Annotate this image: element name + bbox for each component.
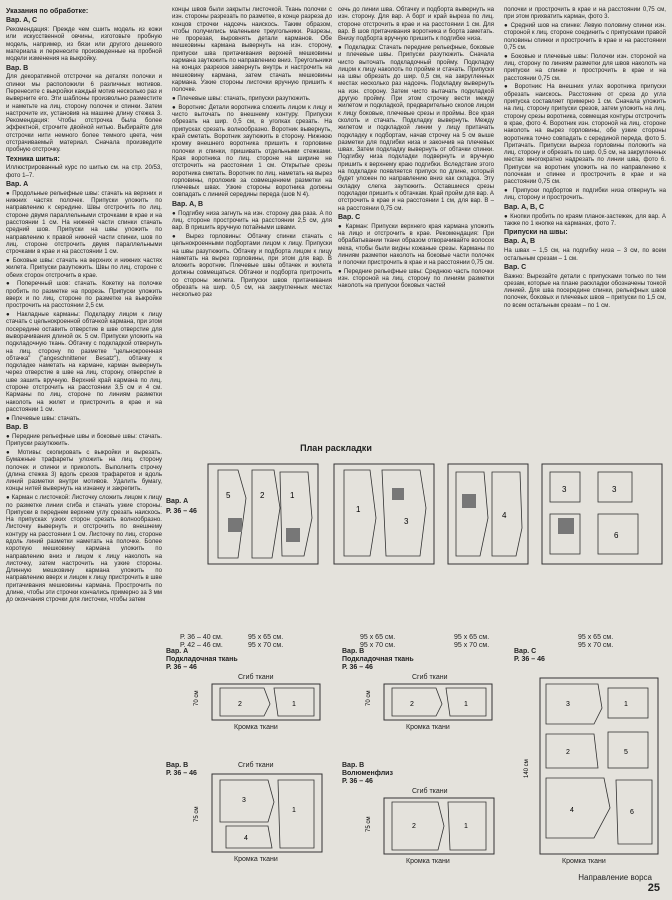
instruction-paragraph: ● Передние рельефные швы: Среднюю часть полочки изн. стороной на лиц. сторону по линиям разметки наколоть на припуски боковых частей [338,267,494,290]
instruction-paragraph: ● Воротник: На внешних углах воротника припуски обрезать наискось. Расстояние от среза до угла припуска составляет примерно 1 см. Сначала уложить на лиц. сторону припуски срезов, затем уложить на лиц. сторону срезы воротника, совмещая контуры отстрочить в крае, фото 4. Воротник изн. стороной на лиц. стороне наколоть на вырез горловины, обе узкие стороны воротника точно совпадать с серединой переда, фото 5. Притачать. Припуски выреза горловины положить на лиц. сторону и обрезать по шир. 0,5 см, на закругленных местах многократно надрезать по линии шва, фото 6. Припуски на воротник уложить на по направлению к полочкам и спинке и прострочить в крае и на расстоянии 0,75 см. [504,83,666,186]
instruction-paragraph: ● Кнопки пробить по краям планок-застежек, для вар. A также по 1 кнопке на карманах, фото 7. [504,212,666,227]
selvage-label: Кромка ткани [406,724,450,731]
layout-top-4 [538,458,668,649]
layout-bottom-b-lining [340,648,510,740]
page-number: 25 [647,882,660,894]
section-heading: Вар. A, C [6,17,38,25]
instruction-paragraph: ● Припуски подбортов и подгибки низа отвернуть на лиц. сторону и прострочить. [504,187,666,202]
size-label: Р. 36 – 46 [166,770,197,777]
section-heading: Указания по обработке: [6,8,89,15]
instruction-paragraph: ● Боковые швы: стачать на верхних и нижних частях жилета. Припуски разутюжить. Швы по лиц. стороне с обеих сторон отстрочить в крае. [6,257,162,279]
size-label: Р. 36 – 46 [166,664,197,671]
svg-text:1: 1 [290,491,295,500]
instruction-paragraph: ● Мотивы: скопировать с выкройки и вырезать. Бумажные трафареты уложить на лиц. сторону полочек и спинки и приколоть. Выполнить строчку (длина стежка 3) вдоль срезов трафаретов и вдоль линий разметки внутри мотивов. Удалить бумагу, концы нитей вывернуть на изнанку и закрепить. [6,448,162,493]
instruction-paragraph: ● Поперечный шов: стачать. Кокетку на полочке пробить по разметке на прорезь. Припуски уложить вверх и по лиц. стороне по разметке на выкройке прострочить на расстоянии 2,5 см. [6,280,162,310]
svg-text:4: 4 [570,807,574,814]
instruction-paragraph: ● Накладные карманы: Подкладку лицом к лицу стачать с цельнокроенной обтачкой кармана, при этом посередине оставить отверстие в шве отверстие для выворачивания длиной ок. 5 см. Припуски уложить на подкладочную ткань. Обтачку с подкладкой отвернуть на лиц. сторону по разметке "цельнокроенная обтачка" ("angeschnittener Besatz"), обтачку к подкладке наметать на кармане, карман вывернуть через отверстие в шве на лиц. сторону, отверстие в шве зашить вручную. Верхний край кармана по лиц. стороне отстрочить на расстоянии 3,5 см и 4 см. Карманы по лиц. стороне по линиям разметки наколоть на жилет и пристрочить в крае и на расстоянии 1 см. [6,311,162,413]
section-heading: Вар. B [6,64,29,72]
instruction-paragraph: Важно: Вырезайте детали с припусками только по тем срезам, которые на плане раскладки обозначены тонкой линией. Для шва посередине спинки, рельефных швов полочек, боковых и плечевых швов – припуски по 1,5 см, по всем остальным срезам – по 1 см. [504,272,666,309]
svg-text:70 см: 70 см [194,690,200,706]
section-heading: Вар. C [504,263,527,271]
section-heading: Техника шитья: [6,155,60,163]
instruction-paragraph: ● Средний шов на спинке: Левую половину спинки изн. стороной к лиц. стороне соединить с припусками правой половины спинки и прострочить в крае и на расстоянии 0,75 см. [504,22,666,51]
text-column-3 [338,6,494,291]
fold-label: Сгиб ткани [238,674,274,681]
svg-text:6: 6 [614,531,619,540]
instruction-paragraph: ● Подкладка: Стачать передние рельефные, боковые и плечевые швы. Припуски разутюжить. Сначала чисто выточать подкладочный пройму. Подкладку лицом к лицу наколоть по пройме и стачать. Припуски на швы обрезать до шир. 0,5 см, на закругленных местах несколько раз надсечь. Подкладку вывернуть на изн. сторону. Затем чисто вытачать подкладкой другую пройму. При этом строчку вести между жилетом и подкладкой, предварительно сколов лицом к лицу боковые, плечевые срезы и проймы. Все края сколоть и стачать. Подкладку вывернуть. Между жилетом и подкладкой линии у лицу притачать подкладку к подбортам, начав строчку на 5 см выше разметки для подгибки низа и закончив на плечевых швах. Затем подкладку вывернуть от обтачки спинки. Подгибку низа подкладки подвернуть и вручную пришить к верхнему краю подгибки. Вследствие этого на подкладке появляется припуск по длине, который будет уложен по направлению вниз как складка. Эту складку слегка заутюжить. Оставшиеся срезы подкладки пришить к обтачкам. Край пройм для вар. A отстрочить в крае и на расстоянии 1 см, для вар. B – на расстоянии 0,75 см. [338,43,494,212]
instruction-paragraph: ● Передние рельефные швы и боковые швы: стачать. Припуски разутюжить. [6,432,162,448]
svg-text:140 см: 140 см [524,759,530,778]
selvage-label: Кромка ткани [406,858,450,865]
fold-label: Сгиб ткани [412,788,448,795]
svg-text:1: 1 [464,823,468,830]
svg-text:1: 1 [292,807,296,814]
layout-diagram [330,458,440,618]
selvage-label: Кромка ткани [562,858,606,865]
svg-text:4: 4 [502,511,507,520]
svg-text:3: 3 [612,485,617,494]
instruction-paragraph: ● Плечевые швы: стачать. [6,414,81,422]
layout-caption: Р. 42 – 46 см. [180,642,223,649]
svg-text:1: 1 [624,701,628,708]
layout-top-3 [444,458,534,649]
layout-caption: 95 х 65 см. [578,634,614,641]
instruction-paragraph: ● Воротник: Детали воротника сложить лицом к лицу и чисто выточать по внешнему контуру. Припуски обрезать на шир. 0,5 см, в уголках срезать. На припусках срезать волнообразно. Воротник вывернуть, край сметать. Воротник заутюжить в сторону. Нижнюю кромку внешнего воротника пришить к горловине полочки и спинки, пришивать отдельными стежками. Края воротника по лиц. стороне на ширине не отстрочить на расстоянии 1 см. Открытые срезы воротника сметать. Воротник по лиц. наметать на вырез горловины, проложив за совмещением разметки на плечевых швах. Узкие стороны воротника должны совпадать с линией середины переда (шов N 4). [172,103,332,199]
instruction-paragraph: концы швов были закрыты листочкой. Ткань полочки с изн. стороны разрезать по разметке, в конце разреза до концов строчки надсечь наискось. Таким образом, чтобы получились маленькие треугольники. Разрезы, не прорезая, выровнять детали карманов. Обе мешковины кармана вывернуть на изн. сторону, припуски шва притачивания верхней мешковины кармана заутюжить по направлению вниз. Треугольники на концах разрезов завернуть внутрь и настрочить на мешковину кармана, затем стачать мешковины кармана. Узкие стороны листочки вручную пришить к полочке. [172,6,332,94]
fabric-label: Подкладочная ткань [342,656,414,663]
text-column-4 [504,6,666,311]
svg-text:6: 6 [630,809,634,816]
layout-top-1 [166,458,328,649]
instruction-paragraph: Рекомендация: Прежде чем сшить модель из кожи или искусственной овчины, изготовьте пробную модель, например, из бязи или другого дешевого материала и перенесите произведенные на пробной модели изменения на выкройку. [6,26,162,63]
svg-text:3: 3 [566,701,570,708]
svg-text:2: 2 [566,749,570,756]
svg-text:3: 3 [242,797,246,804]
instruction-paragraph: ● Боковые и плечевые швы: Полочки изн. стороной на лиц. сторону по линиям разметки для швов наколоть на припуски на спинке и прострочить в крае и на расстоянии 0,75 см. [504,52,666,82]
layout-diagram [538,458,668,618]
layout-caption: 95 х 70 см. [248,642,284,649]
svg-text:75 см: 75 см [366,816,372,832]
section-heading: Припуски на швы: [504,229,568,237]
svg-text:4: 4 [244,835,248,842]
instruction-paragraph: ● Подгибку низа загнуть на изн. сторону два раза. A по лиц. стороне прострочить на расстоянии 2,5 см, для вар. B пришить вручную потайными швами. [172,209,332,232]
layout-caption: 95 х 70 см. [578,642,614,649]
layout-bottom-b-volume [340,762,510,892]
svg-text:5: 5 [624,749,628,756]
size-label: Р. 36 – 46 [166,508,197,515]
svg-text:70 см: 70 см [366,690,372,706]
svg-text:3: 3 [562,485,567,494]
size-label: Р. 36 – 46 [514,656,545,663]
layout-bottom-b [168,762,338,892]
variant-label: Вар. C [514,648,537,655]
fold-label: Сгиб ткани [238,762,274,769]
svg-text:2: 2 [410,701,414,708]
svg-text:1: 1 [464,701,468,708]
layout-plan-title: План раскладки [300,443,372,453]
instruction-paragraph: ● Плечевые швы: стачать, припуски разутюжить. [172,95,311,103]
variant-label: Вар. A [166,648,189,655]
fabric-label: Подкладочная ткань [166,656,238,663]
svg-text:2: 2 [260,491,265,500]
variant-label: Вар. B [342,648,365,655]
section-heading: Вар. B [6,424,29,432]
layout-diagram [340,762,510,892]
text-column-1 [6,6,162,605]
svg-text:2: 2 [238,701,242,708]
layout-bottom-a-lining [168,648,338,740]
grain-direction-label: Направление ворса [578,873,652,882]
instruction-paragraph: ● Вырез горловины: Обтачку спинки стачать с цельнокроенными подбортами лицом к лицу. Припуски на швы разутюжить. Обтачку и подборта лицом к лицу наметать на вырез горловины, при этом для вар. B вложить воротник. Плечевые швы обтачек и жилета должны совмещаться. Обтачки и подборта притрочить со стороны жилета. Припуски швов притачивания обрезать на шир. 0,5 см, на закругленных местах несколько раз [172,232,332,299]
section-heading: Вар. A, B [172,200,204,208]
selvage-label: Кромка ткани [234,724,278,731]
layout-diagram [168,762,338,892]
variant-label: Вар. A [166,498,189,505]
fabric-label: Волюменфлиз [342,770,393,777]
instruction-paragraph: сечь до линии шва. Обтачку и подборта вывернуть на изн. сторону. Для вар. A борт и край выреза по лиц. стороне отстрочить в крае и на расстоянии 1 см. Для вар. B шов притачивания воротника и борта заметать. Внизу подборта вручную пришить к подгибке низа. [338,6,494,43]
size-label: Р. 36 – 46 [342,778,373,785]
instruction-paragraph: ● Карман: Припуски верхнего края кармана уложить на лицо и отстрочить в крае. Рекомендация: При обрабатывании ткани образом отворачивайте волосок меха, чтобы были видны кожаные срезы. Карманы по линиям разметки наколоть на боковые части полочек и полочки пристрочить в крае и на расстоянии 0,75 см. [338,222,494,267]
section-heading: Вар. C [338,213,361,221]
layout-diagram [444,458,534,618]
size-label: Р. 36 – 46 [342,664,373,671]
fold-label: Сгиб ткани [412,674,448,681]
instruction-paragraph: Для декоративной отстрочки на деталях полочки и спинки мы расположили 6 различных мотивов. Перенесите с выкройки каждый мотив несколько раз и выверните его. Эти шаблоны произвольно разместите и наметьте на лиц. сторону полочек и спинки. Затем настрочите их, установив на машине длину стежка 3. Рекомендация: Чтобы отстрочка была более эффектной, строчите двойной нитью. Выбирайте для отстрочки нити немного более темного цвета, чем отстрачиваемый материал. Сначала произведите пробную отстрочку. [6,73,162,154]
svg-text:3: 3 [404,517,409,526]
instruction-paragraph: ● Карман с листочкой: Листочку сложить лицом к лицу по разметке линии сгиба и стачать узкие стороны. Припуски в переднем верхнем углу срезать наискось. На припусках узких сторон срезать волнообразно. Листочку вывернуть и отстрочить по внешнему контуру на расстоянии 1 см. Листочку по лиц. стороне вдоль линий разметки наметать на полочке. Более короткую мешковину кармана уложить по направлению вниз и лицом к лицу наколоть на листочку, затем настрочить на узкие стороны. Длинную мешковину кармана уложить по направлению вверх и лицом к лицу пристрочить в шве притачивания мешковины кармана. Прострочить по длине, чтобы эти строчки кончались примерно за 3 мм до окончания строчки для листочки, чтобы затем [6,494,162,604]
instruction-paragraph: полочки и прострочить в крае и на расстоянии 0,75 см, при этом прихватить карман, фото 3. [504,6,666,21]
section-heading: Вар. A, B [504,238,536,246]
variant-label: Вар. B [342,762,365,769]
layout-caption: 95 х 70 см. [360,642,396,649]
layout-diagram [514,648,664,880]
text-column-2 [172,6,332,300]
instruction-paragraph: На швах – 1,5 см, на подгибку низа – 3 см, по всем остальным срезам – 1 см. [504,247,666,262]
instruction-paragraph: Иллюстрированный курс по шитью см. на стр. 20/53, фото 1–7. [6,164,162,179]
layout-caption: Р. 36 – 40 см. [180,634,223,641]
section-heading: Вар. A [6,181,29,189]
instruction-paragraph: ● Продольные рельефные швы: стачать на верхних и нижних частях полочек. Припуски уложить по направлению к середине. Швы отстрочить по лиц. стороне двумя параллельными строчками в крае и на расстоянии 1 см. На нижней части спинки стачать средний шов. Припуски на швы уложить по направлению к правой нижней части спинки, шов по лиц. стороне отстрочить двумя параллельными строчками в крае и на расстоянии 1 см. [6,189,162,256]
layout-caption: 95 х 65 см. [454,634,490,641]
svg-text:2: 2 [412,823,416,830]
layout-caption: 95 х 65 см. [248,634,284,641]
layout-caption: 95 х 65 см. [360,634,396,641]
layout-bottom-c [514,648,664,880]
svg-text:1: 1 [356,505,361,514]
svg-text:5: 5 [226,491,231,500]
layout-caption: 95 х 70 см. [454,642,490,649]
svg-text:1: 1 [292,701,296,708]
selvage-label: Кромка ткани [234,856,278,863]
variant-label: Вар. B [166,762,189,769]
section-heading: Вар. A, B, C [504,203,545,211]
svg-text:75 см: 75 см [194,806,200,822]
layout-diagram [168,458,328,618]
layout-top-2 [330,458,440,649]
